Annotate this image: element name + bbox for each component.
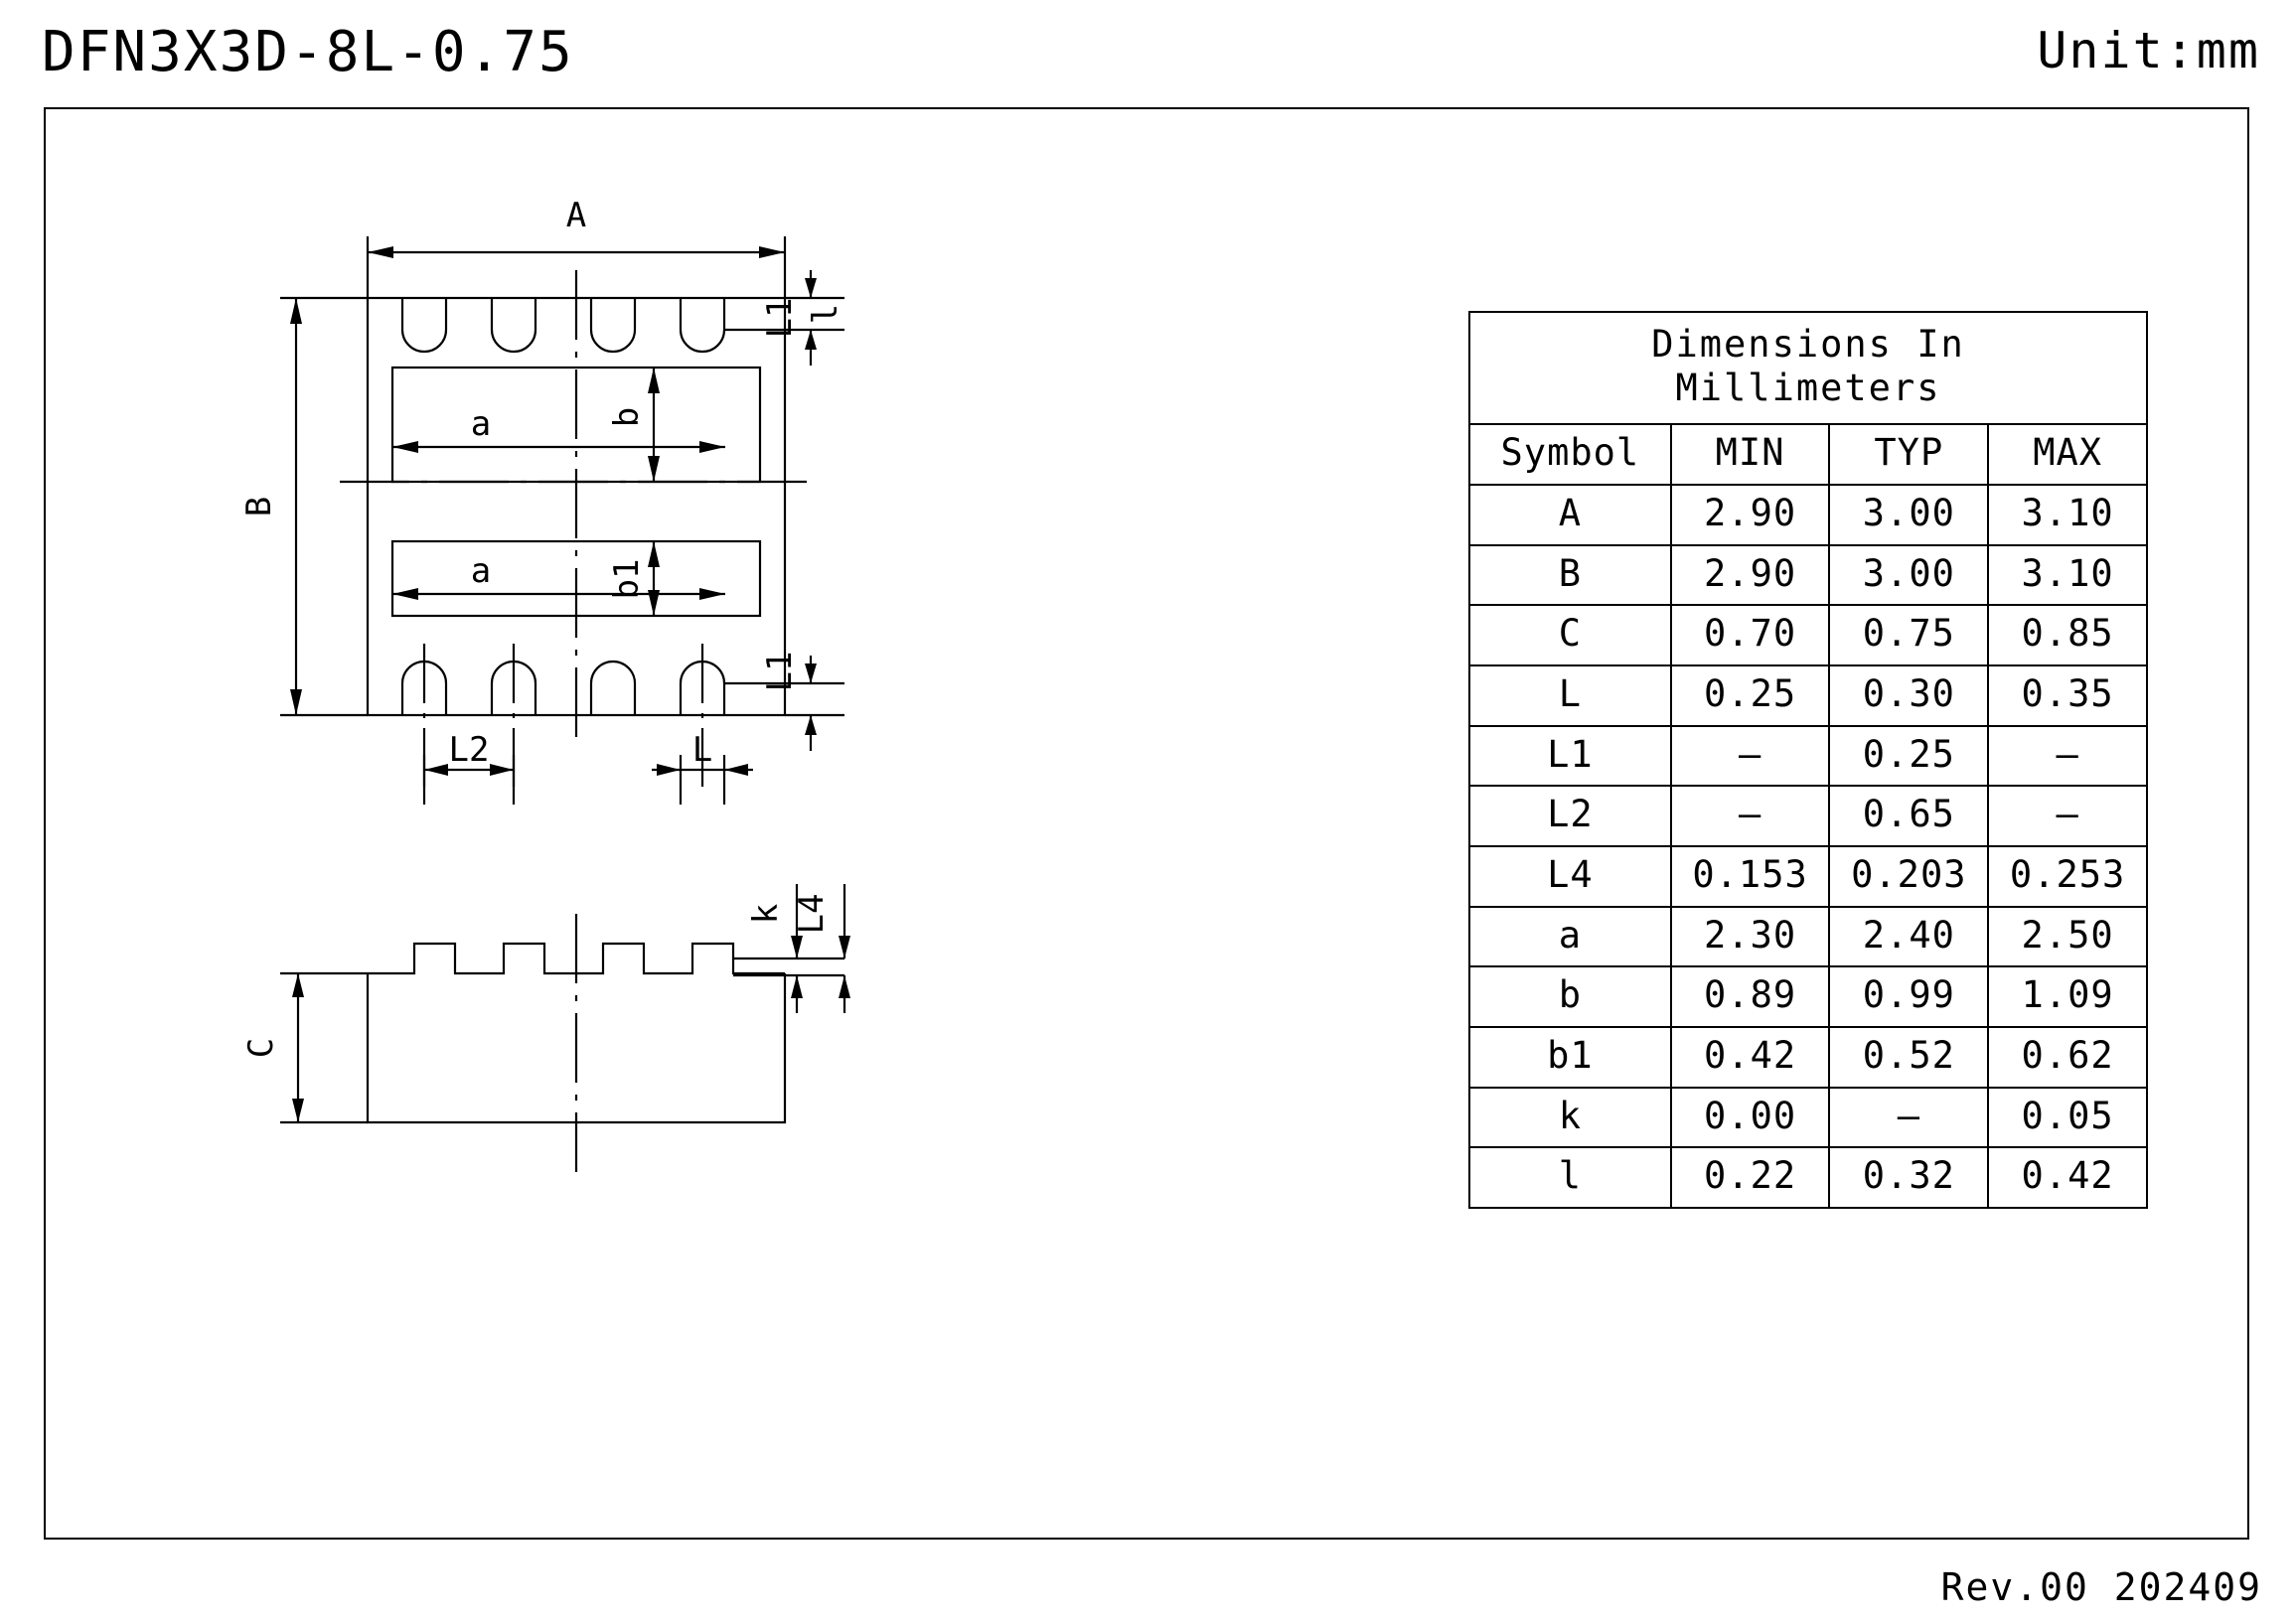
dimension-C <box>280 973 368 1122</box>
cell-symbol: L2 <box>1469 786 1671 846</box>
cell-symbol: a <box>1469 907 1671 967</box>
table-row <box>1469 485 2147 545</box>
cell-max: 3.10 <box>1988 485 2147 545</box>
cell-min: 0.89 <box>1671 966 1830 1027</box>
table-row <box>1469 726 2147 787</box>
table-row <box>1469 966 2147 1027</box>
cell-symbol: A <box>1469 485 1671 545</box>
unit-label: Unit:mm <box>2037 22 2260 79</box>
cell-min: 0.70 <box>1671 605 1830 665</box>
table-title <box>1469 312 2147 424</box>
cell-typ: 0.203 <box>1829 846 1988 907</box>
dimension-b-label: b <box>607 406 647 428</box>
cell-max: 0.35 <box>1988 665 2147 726</box>
cell-min: 0.153 <box>1671 846 1830 907</box>
cell-typ: 0.65 <box>1829 786 1988 846</box>
table-row <box>1469 1027 2147 1088</box>
cell-max: 0.42 <box>1988 1147 2147 1208</box>
dimension-B <box>280 298 368 715</box>
cell-typ: 0.30 <box>1829 665 1988 726</box>
cell-min: 0.22 <box>1671 1147 1830 1208</box>
table-row <box>1469 605 2147 665</box>
cell-symbol: L <box>1469 665 1671 726</box>
cell-typ: 2.40 <box>1829 907 1988 967</box>
cell-max: 0.05 <box>1988 1088 2147 1148</box>
dimension-b <box>648 368 660 482</box>
table-header-title-row <box>1469 312 2147 424</box>
cell-typ: 0.25 <box>1829 726 1988 787</box>
top-view-bottom-pads <box>402 662 724 715</box>
table-row <box>1469 907 2147 967</box>
dimension-b1 <box>648 541 660 616</box>
cell-symbol: k <box>1469 1088 1671 1148</box>
cell-typ: 0.32 <box>1829 1147 1988 1208</box>
dimension-a-upper <box>392 441 725 453</box>
cell-symbol: b <box>1469 966 1671 1027</box>
dimension-L1-bottom-label: L1 <box>760 651 800 692</box>
column-header-min: MIN <box>1671 424 1830 485</box>
cell-min: 2.30 <box>1671 907 1830 967</box>
dimension-L1-top-label: L1 <box>760 297 800 339</box>
dimension-b1-label: b1 <box>607 558 647 600</box>
dimension-L4-label: L4 <box>792 893 832 935</box>
cell-typ: 3.00 <box>1829 485 1988 545</box>
table-row <box>1469 786 2147 846</box>
dimension-a-lower <box>392 588 725 600</box>
cell-symbol: l <box>1469 1147 1671 1208</box>
cell-typ: 0.52 <box>1829 1027 1988 1088</box>
cell-max: 0.85 <box>1988 605 2147 665</box>
package-outline-drawing <box>60 119 1401 1510</box>
cell-max: 2.50 <box>1988 907 2147 967</box>
cell-max: 0.62 <box>1988 1027 2147 1088</box>
dimension-a-lower-label: a <box>470 551 492 591</box>
dimension-a-upper-label: a <box>470 404 492 444</box>
dimension-B-label: B <box>239 496 279 517</box>
dimension-L-label: L <box>691 730 713 770</box>
table-title-line2: Millimeters <box>1675 366 1941 409</box>
cell-min: – <box>1671 786 1830 846</box>
table-title-line1: Dimensions In <box>1651 323 1965 366</box>
cell-min: 2.90 <box>1671 545 1830 606</box>
table-row <box>1469 1147 2147 1208</box>
cell-symbol: b1 <box>1469 1027 1671 1088</box>
page-title: DFN3X3D-8L-0.75 <box>42 20 574 84</box>
dimension-A-label: A <box>565 196 587 235</box>
cell-min: 0.42 <box>1671 1027 1830 1088</box>
cell-typ: 0.75 <box>1829 605 1988 665</box>
cell-max: 1.09 <box>1988 966 2147 1027</box>
revision-label: Rev.00 202409 <box>1940 1565 2262 1609</box>
cell-symbol: C <box>1469 605 1671 665</box>
table-row <box>1469 545 2147 606</box>
dimension-L4 <box>839 884 850 1013</box>
dimension-L2-label: L2 <box>448 730 490 770</box>
cell-typ: – <box>1829 1088 1988 1148</box>
dimension-l-label: l <box>806 303 845 325</box>
dimensions-table <box>1468 311 2148 1209</box>
table-column-header-row <box>1469 424 2147 485</box>
cell-min: – <box>1671 726 1830 787</box>
cell-max: – <box>1988 726 2147 787</box>
cell-max: 3.10 <box>1988 545 2147 606</box>
cell-symbol: L4 <box>1469 846 1671 907</box>
cell-typ: 0.99 <box>1829 966 1988 1027</box>
cell-max: 0.253 <box>1988 846 2147 907</box>
cell-min: 0.25 <box>1671 665 1830 726</box>
table-row <box>1469 846 2147 907</box>
cell-symbol: B <box>1469 545 1671 606</box>
column-header-typ: TYP <box>1829 424 1988 485</box>
top-view-top-pads <box>402 298 724 352</box>
table-row <box>1469 1088 2147 1148</box>
cell-max: – <box>1988 786 2147 846</box>
dimension-C-label: C <box>241 1037 281 1059</box>
dimension-k-label: k <box>746 903 786 925</box>
cell-min: 0.00 <box>1671 1088 1830 1148</box>
cell-typ: 3.00 <box>1829 545 1988 606</box>
column-header-max: MAX <box>1988 424 2147 485</box>
table-row <box>1469 665 2147 726</box>
cell-symbol: L1 <box>1469 726 1671 787</box>
column-header-symbol: Symbol <box>1469 424 1671 485</box>
cell-min: 2.90 <box>1671 485 1830 545</box>
